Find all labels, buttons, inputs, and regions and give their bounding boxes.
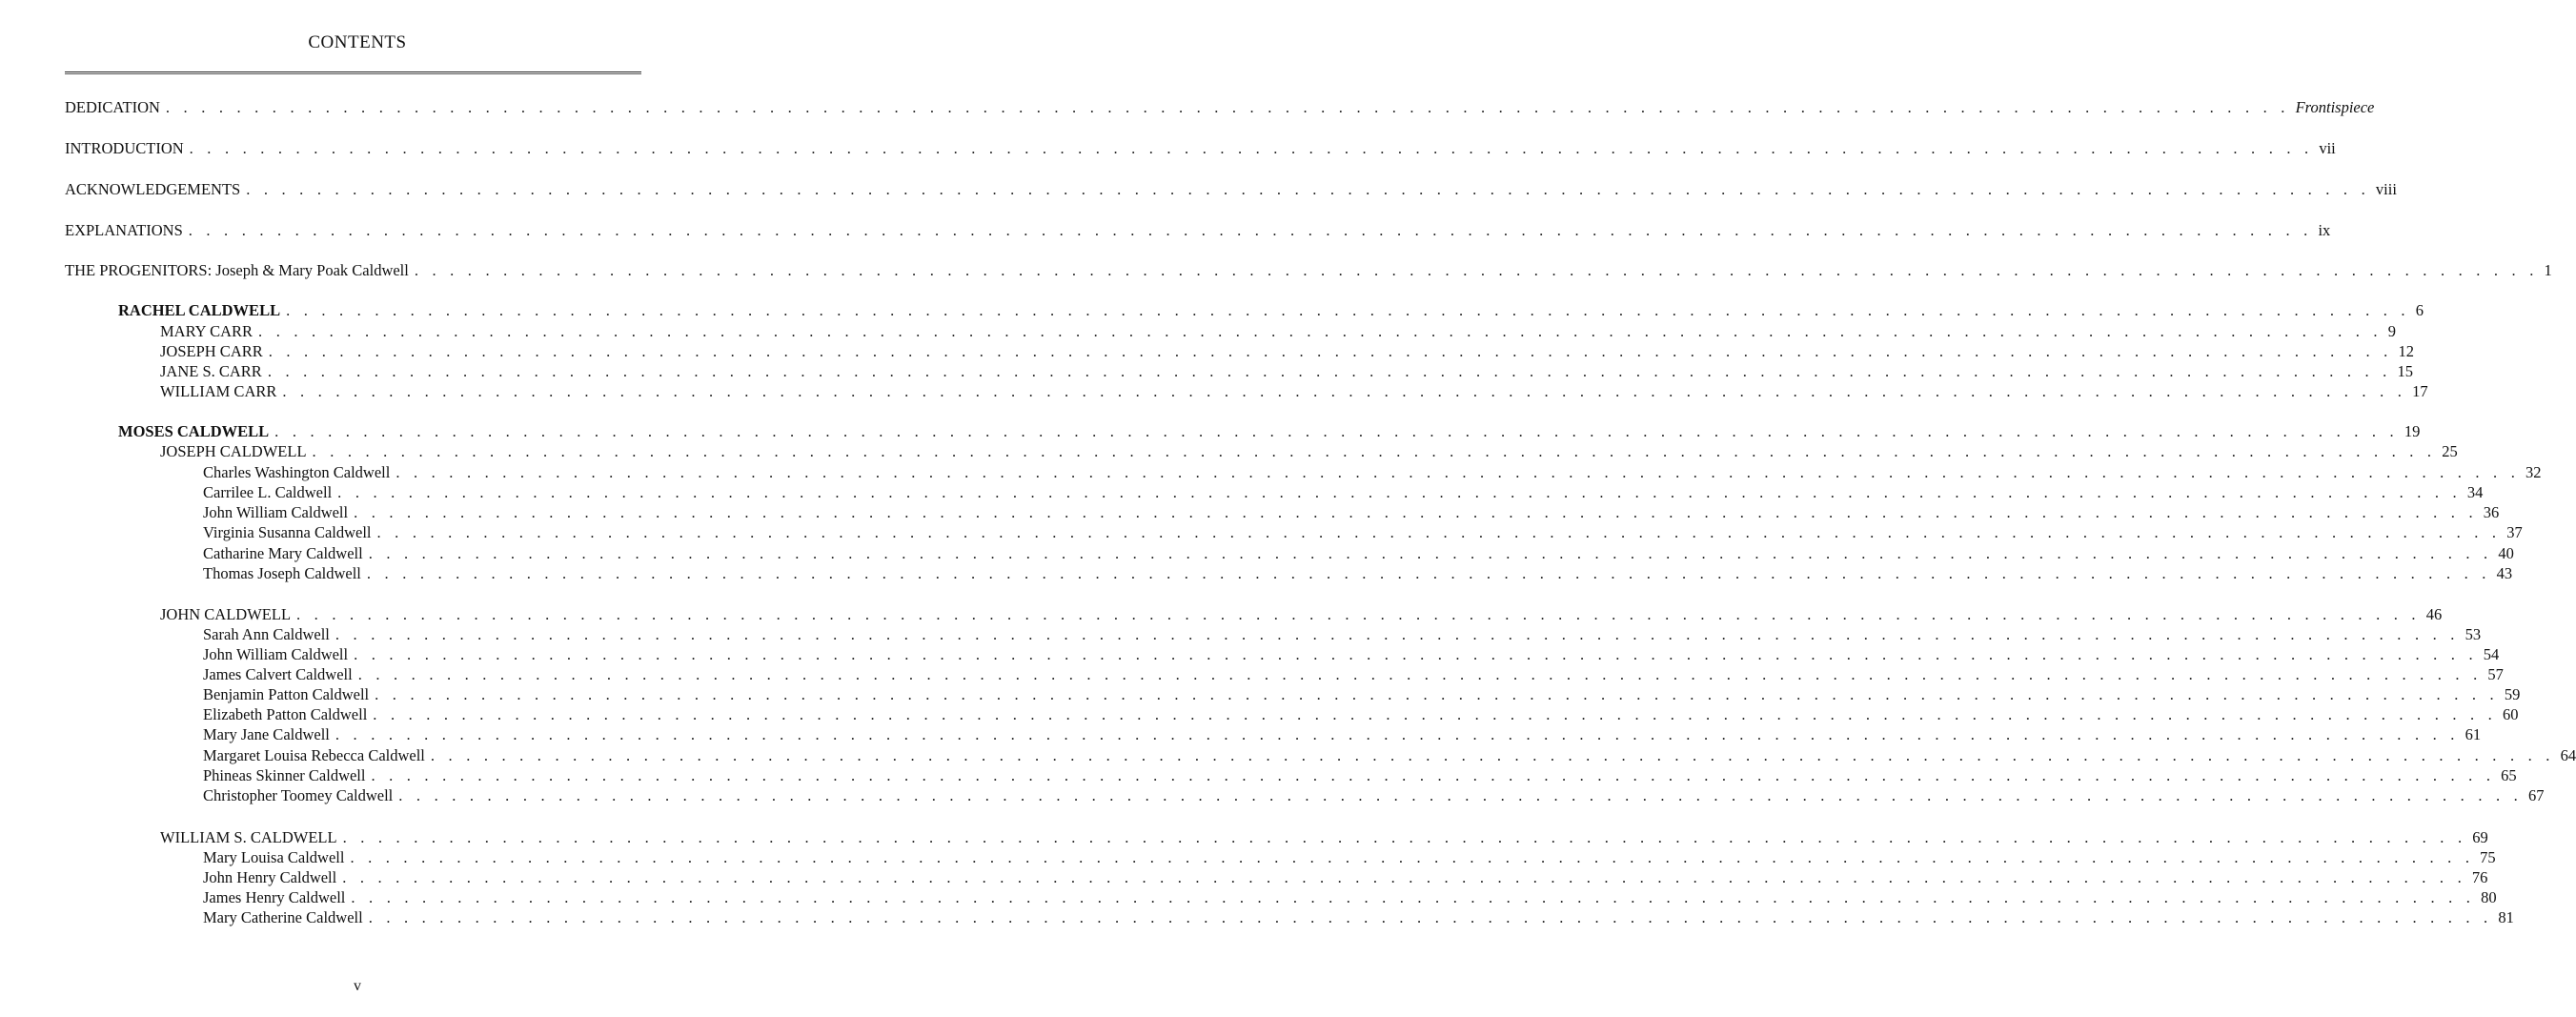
- toc-entry-page: 69: [2472, 828, 2488, 846]
- toc-entry-page: 54: [2483, 645, 2500, 663]
- toc-entry-page: 9: [2387, 322, 2396, 340]
- toc-entry-page: 64: [2560, 746, 2576, 764]
- leader-dots: . . . . . . . . . . . . . . . . . . . . . . . . . . . . . . . . . . . . . . . . . . . . . . . . . . . . . . . . . . . . . . . . . . . . . . . . . . . . . . . . . . . . . . . . . . . . . . . . . . . . . . . . . . . . . . . . . . . . . . . .: [286, 301, 2410, 319]
- toc-entry-label: Carrilee L. Caldwell: [203, 483, 333, 501]
- toc-entry: [118, 422, 2421, 441]
- leader-dots: . . . . . . . . . . . . . . . . . . . . . . . . . . . . . . . . . . . . . . . . . . . . . . . . . . . . . . . . . . . . . . . . . . . . . . . . . . . . . . . . . . . . . . . . . . . . . . . . . . . . . . . . . . . . . . . . . . . . . . . .: [376, 523, 2502, 541]
- leader-dots: . . . . . . . . . . . . . . . . . . . . . . . . . . . . . . . . . . . . . . . . . . . . . . . . . . . . . . . . . . . . . . . . . . . . . . . . . . . . . . . . . . . . . . . . . . . . . . . . . . . . . . . . . . . . . . . . . . . . . . . .: [373, 705, 2497, 723]
- leader-dots: . . . . . . . . . . . . . . . . . . . . . . . . . . . . . . . . . . . . . . . . . . . . . . . . . . . . . . . . . . . . . . . . . . . . . . . . . . . . . . . . . . . . . . . . . . . . . . . . . . . . . . . . . . . . . . . . . . . . . . . .: [312, 442, 2437, 460]
- toc-entry: [160, 828, 2488, 847]
- toc-entry: [203, 483, 2484, 502]
- toc-entry: [203, 564, 2513, 583]
- toc-entry-page: 36: [2483, 503, 2500, 521]
- toc-entry: [203, 725, 2482, 744]
- leader-dots: . . . . . . . . . . . . . . . . . . . . . . . . . . . . . . . . . . . . . . . . . . . . . . . . . . . . . . . . . . . . . . . . . . . . . . . . . . . . . . . . . . . . . . . . . . . . . . . . . . . . . . . . . . . . . . . . . . . . . . . .: [414, 261, 2539, 279]
- toc-entry: [203, 766, 2517, 785]
- toc-entry: [203, 786, 2545, 805]
- toc-entry-page: ix: [2318, 221, 2331, 239]
- toc-entry-page: 76: [2471, 868, 2488, 886]
- toc-entry-page: Frontispiece: [2295, 98, 2375, 116]
- toc-entry-page: 43: [2496, 564, 2513, 582]
- leader-dots: . . . . . . . . . . . . . . . . . . . . . . . . . . . . . . . . . . . . . . . . . . . . . . . . . . . . . . . . . . . . . . . . . . . . . . . . . . . . . . . . . . . . . . . . . . . . . . . . . . . . . . . . . . . . . . . . . . . . . . . .: [267, 362, 2392, 380]
- toc-entry: [203, 665, 2504, 684]
- toc-entry: [65, 139, 2336, 158]
- toc-entry-page: vii: [2319, 139, 2336, 157]
- toc-entry: [203, 705, 2519, 724]
- toc-entry-label: JOHN CALDWELL: [160, 605, 292, 623]
- toc-entry-label: Mary Jane Caldwell: [203, 725, 330, 743]
- leader-dots: . . . . . . . . . . . . . . . . . . . . . . . . . . . . . . . . . . . . . . . . . . . . . . . . . . . . . . . . . . . . . . . . . . . . . . . . . . . . . . . . . . . . . . . . . . . . . . . . . . . . . . . . . . . . . . . . . . . . . . . .: [430, 746, 2555, 764]
- toc-entry-label: Elizabeth Patton Caldwell: [203, 705, 368, 723]
- toc-entry-page: 59: [2504, 685, 2521, 703]
- toc-entry: [203, 888, 2497, 907]
- toc-entry-label: WILLIAM CARR: [160, 382, 277, 400]
- page-title: CONTENTS: [308, 32, 407, 52]
- toc-entry: [203, 523, 2523, 542]
- toc-entry-page: 1: [2544, 261, 2552, 279]
- toc-entry: [65, 180, 2397, 199]
- toc-entry: [65, 261, 2552, 280]
- toc-entry: [203, 746, 2576, 765]
- leader-dots: . . . . . . . . . . . . . . . . . . . . . . . . . . . . . . . . . . . . . . . . . . . . . . . . . . . . . . . . . . . . . . . . . . . . . . . . . . . . . . . . . . . . . . . . . . . . . . . . . . . . . . . . . . . . . . . . . . . . . . . .: [335, 625, 2460, 643]
- toc-entry-page: 67: [2527, 786, 2545, 804]
- toc-entry-label: Sarah Ann Caldwell: [203, 625, 330, 643]
- toc-entry-page: viii: [2375, 180, 2397, 198]
- toc-entry-label: RACHEL CALDWELL: [118, 301, 281, 319]
- toc-entry-label: Virginia Susanna Caldwell: [203, 523, 372, 541]
- toc-entry-label: JOSEPH CARR: [160, 342, 263, 360]
- leader-dots: . . . . . . . . . . . . . . . . . . . . . . . . . . . . . . . . . . . . . . . . . . . . . . . . . . . . . . . . . . . . . . . . . . . . . . . . . . . . . . . . . . . . . . . . . . . . . . . . . . . . . . . . . . . . . . . . . . . . . . . .: [258, 322, 2383, 340]
- leader-dots: . . . . . . . . . . . . . . . . . . . . . . . . . . . . . . . . . . . . . . . . . . . . . . . . . . . . . . . . . . . . . . . . . . . . . . . . . . . . . . . . . . . . . . . . . . . . . . . . . . . . . . . . . . . . . . . . . . . . . . . .: [296, 605, 2421, 623]
- toc-entry: [203, 868, 2488, 887]
- toc-entry-page: 32: [2525, 463, 2542, 481]
- toc-entry-label: JANE S. CARR: [160, 362, 262, 380]
- toc-entry-page: 81: [2498, 908, 2514, 926]
- toc-entry-page: 57: [2487, 665, 2504, 683]
- toc-entry-page: 6: [2415, 301, 2424, 319]
- toc-entry: [65, 98, 2375, 117]
- toc-entry: [203, 625, 2482, 644]
- leader-dots: . . . . . . . . . . . . . . . . . . . . . . . . . . . . . . . . . . . . . . . . . . . . . . . . . . . . . . . . . . . . . . . . . . . . . . . . . . . . . . . . . . . . . . . . . . . . . . . . . . . . . . . . . . . . . . . . . . . . . . . .: [354, 503, 2478, 521]
- leader-dots: . . . . . . . . . . . . . . . . . . . . . . . . . . . . . . . . . . . . . . . . . . . . . . . . . . . . . . . . . . . . . . . . . . . . . . . . . . . . . . . . . . . . . . . . . . . . . . . . . . . . . . . . . . . . . . . . . . . . . . . .: [366, 564, 2491, 582]
- toc-entry-label: Phineas Skinner Caldwell: [203, 766, 366, 784]
- leader-dots: . . . . . . . . . . . . . . . . . . . . . . . . . . . . . . . . . . . . . . . . . . . . . . . . . . . . . . . . . . . . . . . . . . . . . . . . . . . . . . . . . . . . . . . . . . . . . . . . . . . . . . . . . . . . . . . . . . . . . . . .: [268, 342, 2393, 360]
- toc-entry-page: 53: [2464, 625, 2482, 643]
- toc-entry: [203, 848, 2496, 867]
- toc-entry-page: 19: [2404, 422, 2421, 440]
- toc-entry-label: John Henry Caldwell: [203, 868, 337, 886]
- leader-dots: . . . . . . . . . . . . . . . . . . . . . . . . . . . . . . . . . . . . . . . . . . . . . . . . . . . . . . . . . . . . . . . . . . . . . . . . . . . . . . . . . . . . . . . . . . . . . . . . . . . . . . . . . . . . . . . . . . . . . . . .: [396, 463, 2521, 481]
- toc-entry: [160, 442, 2458, 461]
- toc-entry-label: JOSEPH CALDWELL: [160, 442, 307, 460]
- leader-dots: . . . . . . . . . . . . . . . . . . . . . . . . . . . . . . . . . . . . . . . . . . . . . . . . . . . . . . . . . . . . . . . . . . . . . . . . . . . . . . . . . . . . . . . . . . . . . . . . . . . . . . . . . . . . . . . . . . . . . . . .: [398, 786, 2523, 804]
- leader-dots: . . . . . . . . . . . . . . . . . . . . . . . . . . . . . . . . . . . . . . . . . . . . . . . . . . . . . . . . . . . . . . . . . . . . . . . . . . . . . . . . . . . . . . . . . . . . . . . . . . . . . . . . . . . . . . . . . . . . . . . .: [371, 766, 2496, 784]
- toc-entry-page: 61: [2464, 725, 2482, 743]
- title-rule: [65, 71, 641, 74]
- toc-entry-page: 25: [2442, 442, 2458, 460]
- toc-entry: [160, 362, 2414, 381]
- toc-entry-page: 40: [2498, 544, 2514, 562]
- leader-dots: . . . . . . . . . . . . . . . . . . . . . . . . . . . . . . . . . . . . . . . . . . . . . . . . . . . . . . . . . . . . . . . . . . . . . . . . . . . . . . . . . . . . . . . . . . . . . . . . . . . . . . . . . . . . . . . . . . . . . . . .: [368, 908, 2493, 926]
- toc-entry-page: 46: [2425, 605, 2443, 623]
- toc-entry-page: 12: [2398, 342, 2414, 360]
- toc-entry: [203, 908, 2514, 927]
- toc-entry-label: Catharine Mary Caldwell: [203, 544, 363, 562]
- toc-entry-label: EXPLANATIONS: [65, 221, 183, 239]
- toc-entry-label: Thomas Joseph Caldwell: [203, 564, 361, 582]
- toc-entry-page: 75: [2480, 848, 2496, 866]
- toc-entry-label: John William Caldwell: [203, 503, 349, 521]
- leader-dots: . . . . . . . . . . . . . . . . . . . . . . . . . . . . . . . . . . . . . . . . . . . . . . . . . . . . . . . . . . . . . . . . . . . . . . . . . . . . . . . . . . . . . . . . . . . . . . . . . . . . . . . . . . . . . . . . . . . . . . . .: [188, 221, 2313, 239]
- leader-dots: . . . . . . . . . . . . . . . . . . . . . . . . . . . . . . . . . . . . . . . . . . . . . . . . . . . . . . . . . . . . . . . . . . . . . . . . . . . . . . . . . . . . . . . . . . . . . . . . . . . . . . . . . . . . . . . . . . . . . . . .: [342, 828, 2467, 846]
- leader-dots: . . . . . . . . . . . . . . . . . . . . . . . . . . . . . . . . . . . . . . . . . . . . . . . . . . . . . . . . . . . . . . . . . . . . . . . . . . . . . . . . . . . . . . . . . . . . . . . . . . . . . . . . . . . . . . . . . . . . . . . .: [351, 888, 2476, 906]
- toc-entry: [203, 645, 2500, 664]
- toc-entry-label: MARY CARR: [160, 322, 254, 340]
- toc-entry-label: Mary Catherine Caldwell: [203, 908, 363, 926]
- leader-dots: . . . . . . . . . . . . . . . . . . . . . . . . . . . . . . . . . . . . . . . . . . . . . . . . . . . . . . . . . . . . . . . . . . . . . . . . . . . . . . . . . . . . . . . . . . . . . . . . . . . . . . . . . . . . . . . . . . . . . . . .: [368, 544, 2493, 562]
- toc-entry: [203, 685, 2521, 704]
- toc-entry-label: Christopher Toomey Caldwell: [203, 786, 394, 804]
- toc-entry-label: Mary Louisa Caldwell: [203, 848, 345, 866]
- toc-entry-label: INTRODUCTION: [65, 139, 184, 157]
- toc-entry: [160, 322, 2396, 341]
- leader-dots: . . . . . . . . . . . . . . . . . . . . . . . . . . . . . . . . . . . . . . . . . . . . . . . . . . . . . . . . . . . . . . . . . . . . . . . . . . . . . . . . . . . . . . . . . . . . . . . . . . . . . . . . . . . . . . . . . . . . . . . .: [165, 98, 2290, 116]
- toc-entry: [160, 605, 2443, 624]
- leader-dots: . . . . . . . . . . . . . . . . . . . . . . . . . . . . . . . . . . . . . . . . . . . . . . . . . . . . . . . . . . . . . . . . . . . . . . . . . . . . . . . . . . . . . . . . . . . . . . . . . . . . . . . . . . . . . . . . . . . . . . . .: [375, 685, 2499, 703]
- toc-entry-label: Charles Washington Caldwell: [203, 463, 391, 481]
- toc-entry: [203, 463, 2542, 482]
- toc-entry-label: James Calvert Caldwell: [203, 665, 353, 683]
- toc-entry-page: 34: [2466, 483, 2484, 501]
- toc-entry-page: 80: [2481, 888, 2497, 906]
- toc-entry-page: 37: [2506, 523, 2523, 541]
- toc-entry-page: 60: [2502, 705, 2519, 723]
- toc-entry-label: MOSES CALDWELL: [118, 422, 270, 440]
- toc-entry-label: James Henry Caldwell: [203, 888, 346, 906]
- toc-entry: [118, 301, 2424, 320]
- toc-entry-label: ACKNOWLEDGEMENTS: [65, 180, 241, 198]
- leader-dots: . . . . . . . . . . . . . . . . . . . . . . . . . . . . . . . . . . . . . . . . . . . . . . . . . . . . . . . . . . . . . . . . . . . . . . . . . . . . . . . . . . . . . . . . . . . . . . . . . . . . . . . . . . . . . . . . . . . . . . . .: [246, 180, 2370, 198]
- leader-dots: . . . . . . . . . . . . . . . . . . . . . . . . . . . . . . . . . . . . . . . . . . . . . . . . . . . . . . . . . . . . . . . . . . . . . . . . . . . . . . . . . . . . . . . . . . . . . . . . . . . . . . . . . . . . . . . . . . . . . . . .: [189, 139, 2314, 157]
- leader-dots: . . . . . . . . . . . . . . . . . . . . . . . . . . . . . . . . . . . . . . . . . . . . . . . . . . . . . . . . . . . . . . . . . . . . . . . . . . . . . . . . . . . . . . . . . . . . . . . . . . . . . . . . . . . . . . . . . . . . . . . .: [335, 725, 2460, 743]
- toc-entry-label: DEDICATION: [65, 98, 160, 116]
- toc-entry: [203, 503, 2500, 522]
- page-number: v: [354, 978, 361, 994]
- toc-entry-label: John William Caldwell: [203, 645, 349, 663]
- toc-entry: [160, 382, 2428, 401]
- leader-dots: . . . . . . . . . . . . . . . . . . . . . . . . . . . . . . . . . . . . . . . . . . . . . . . . . . . . . . . . . . . . . . . . . . . . . . . . . . . . . . . . . . . . . . . . . . . . . . . . . . . . . . . . . . . . . . . . . . . . . . . .: [350, 848, 2475, 866]
- toc-entry-label: Benjamin Patton Caldwell: [203, 685, 370, 703]
- leader-dots: . . . . . . . . . . . . . . . . . . . . . . . . . . . . . . . . . . . . . . . . . . . . . . . . . . . . . . . . . . . . . . . . . . . . . . . . . . . . . . . . . . . . . . . . . . . . . . . . . . . . . . . . . . . . . . . . . . . . . . . .: [337, 483, 2462, 501]
- leader-dots: . . . . . . . . . . . . . . . . . . . . . . . . . . . . . . . . . . . . . . . . . . . . . . . . . . . . . . . . . . . . . . . . . . . . . . . . . . . . . . . . . . . . . . . . . . . . . . . . . . . . . . . . . . . . . . . . . . . . . . . .: [354, 645, 2478, 663]
- toc-entry-label: Margaret Louisa Rebecca Caldwell: [203, 746, 425, 764]
- toc-entry-label: THE PROGENITORS: Joseph & Mary Poak Caldwell: [65, 261, 409, 279]
- leader-dots: . . . . . . . . . . . . . . . . . . . . . . . . . . . . . . . . . . . . . . . . . . . . . . . . . . . . . . . . . . . . . . . . . . . . . . . . . . . . . . . . . . . . . . . . . . . . . . . . . . . . . . . . . . . . . . . . . . . . . . . .: [274, 422, 2399, 440]
- leader-dots: . . . . . . . . . . . . . . . . . . . . . . . . . . . . . . . . . . . . . . . . . . . . . . . . . . . . . . . . . . . . . . . . . . . . . . . . . . . . . . . . . . . . . . . . . . . . . . . . . . . . . . . . . . . . . . . . . . . . . . . .: [357, 665, 2483, 683]
- toc-entry-page: 65: [2501, 766, 2517, 784]
- toc-entry-page: 15: [2397, 362, 2414, 380]
- leader-dots: . . . . . . . . . . . . . . . . . . . . . . . . . . . . . . . . . . . . . . . . . . . . . . . . . . . . . . . . . . . . . . . . . . . . . . . . . . . . . . . . . . . . . . . . . . . . . . . . . . . . . . . . . . . . . . . . . . . . . . . .: [282, 382, 2407, 400]
- toc-entry-label: WILLIAM S. CALDWELL: [160, 828, 337, 846]
- toc-entry: [160, 342, 2414, 361]
- toc-entry-page: 17: [2412, 382, 2428, 400]
- toc-entry: [65, 221, 2331, 240]
- leader-dots: . . . . . . . . . . . . . . . . . . . . . . . . . . . . . . . . . . . . . . . . . . . . . . . . . . . . . . . . . . . . . . . . . . . . . . . . . . . . . . . . . . . . . . . . . . . . . . . . . . . . . . . . . . . . . . . . . . . . . . . .: [342, 868, 2466, 886]
- toc-entry: [203, 544, 2514, 563]
